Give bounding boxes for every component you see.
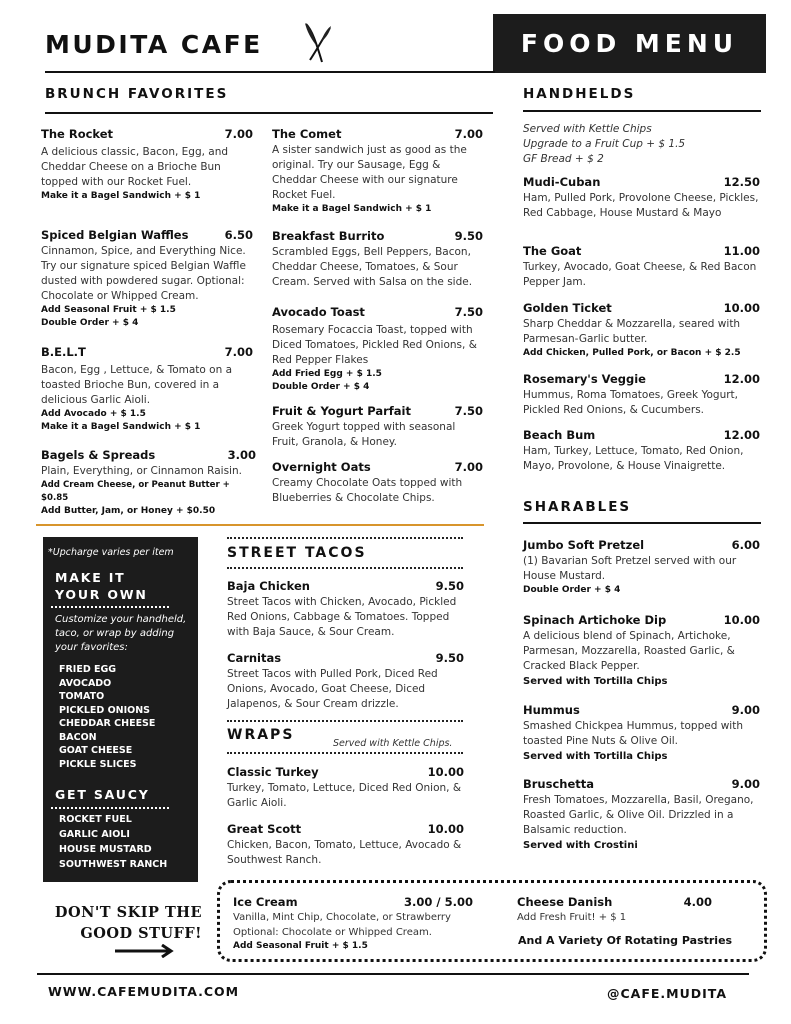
item-price: 10.00 — [723, 301, 760, 315]
item-description: Plain, Everything, or Cinnamon Raisin. — [41, 465, 242, 477]
item-price: 9.50 — [435, 579, 464, 593]
sauces-list — [59, 812, 167, 872]
section-heading-brunch: BRUNCH FAVORITES — [45, 86, 229, 102]
section-heading-wraps: WRAPS — [227, 727, 295, 743]
topping-item: PICKLE SLICES — [59, 758, 137, 770]
item-name: Cheese Danish — [517, 895, 613, 909]
item-name: Baja Chicken — [227, 579, 310, 593]
item-description: (1) Bavarian Soft Pretzel served with our House Mustard. — [523, 555, 737, 582]
item-price: 9.00 — [731, 777, 760, 791]
instagram-handle[interactable]: @CAFE.MUDITA — [607, 986, 728, 1001]
item-addon: Make it a Bagel Sandwich + $ 1 — [41, 191, 201, 201]
item-name: Jumbo Soft Pretzel — [523, 538, 645, 552]
item-description: Scrambled Eggs, Bell Peppers, Bacon, Cheddar Cheese, Tomatoes, & Sour Cream. Served with Salsa on the side. — [272, 246, 473, 288]
handhelds-divider — [523, 110, 761, 112]
item-price: 10.00 — [427, 765, 464, 779]
item-description: Creamy Chocolate Oats topped with Blueberries & Chocolate Chips. — [272, 477, 463, 504]
item-description: Ham, Pulled Pork, Provolone Cheese, Pickles, Red Cabbage, House Mustard & Mayo — [523, 192, 759, 219]
item-description: Bacon, Egg , Lettuce, & Tomato on a toasted Brioche Bun, covered in a delicious Garlic Aioli. — [41, 364, 233, 406]
food-menu-title-banner — [493, 14, 766, 73]
menu-item — [227, 579, 464, 640]
item-description: Optional: Chocolate or Whipped Cream. — [233, 927, 432, 938]
item-description: Ham, Turkey, Lettuce, Tomato, Red Onion, Mayo, Provolone, & House Vinaigrette. — [523, 445, 744, 472]
get-saucy-heading: GET SAUCY — [55, 787, 150, 802]
menu-item — [41, 127, 253, 203]
menu-item — [523, 613, 760, 689]
item-name: Ice Cream — [233, 895, 298, 909]
item-addon: Add Chicken, Pulled Pork, or Bacon + $ 2.5 — [523, 348, 741, 358]
item-description: Turkey, Tomato, Lettuce, Diced Red Onion, & Garlic Aioli. — [227, 782, 462, 809]
sauce-item: ROCKET FUEL — [59, 814, 132, 825]
item-addon: Double Order + $ 4 — [523, 585, 621, 595]
menu-item — [227, 651, 464, 712]
item-price: 10.00 — [427, 822, 464, 836]
item-description: Street Tacos with Chicken, Avocado, Pickled Red Onions, Cabbage & Tomatoes. Topped with Baja Sauce, & Sour Cream. — [227, 596, 457, 638]
item-description: A sister sandwich just as good as the original. Try our Sausage, Egg & Cheddar Cheese with our signature Rocket Fuel. — [272, 144, 467, 201]
item-name: Rosemary's Veggie — [523, 372, 646, 386]
item-name: Hummus — [523, 703, 580, 717]
item-price: 6.50 — [224, 228, 253, 242]
item-price: 3.00 — [227, 448, 256, 462]
menu-item — [523, 372, 760, 418]
section-divider-gold — [36, 524, 484, 526]
item-price: 12.50 — [723, 175, 760, 189]
sauce-item: SOUTHWEST RANCH — [59, 859, 168, 870]
brunch-divider — [45, 112, 493, 114]
item-description: Turkey, Avocado, Goat Cheese, & Red Bacon Pepper Jam. — [523, 261, 757, 288]
item-name: Breakfast Burrito — [272, 229, 385, 243]
menu-item — [227, 765, 464, 811]
item-description: Add Fresh Fruit! + $ 1 — [517, 912, 627, 923]
item-description: Rosemary Focaccia Toast, topped with Diced Tomatoes, Pickled Red Onions, & Red Pepper Flakes — [272, 324, 477, 366]
topping-item: CHEDDAR CHEESE — [59, 718, 156, 729]
menu-item — [272, 229, 483, 290]
crossed-feathers-icon — [300, 20, 336, 66]
item-name: Carnitas — [227, 651, 282, 665]
topping-item: PICKLED ONIONS — [59, 704, 150, 716]
item-addon: Make it a Bagel Sandwich + $ 1 — [272, 204, 432, 214]
dont-skip-callout: DON'T SKIP THE GOOD STUFF! — [54, 904, 202, 942]
menu-item — [41, 228, 253, 330]
item-addon: Double Order + $ 4 — [272, 382, 370, 392]
item-name: Great Scott — [227, 822, 302, 836]
item-price: 3.00 / 5.00 — [404, 895, 473, 909]
item-description: A delicious blend of Spinach, Artichoke, Parmesan, Mozzarella, Roasted Garlic, & Cracked Black Pepper. — [523, 630, 735, 672]
menu-item — [523, 301, 760, 360]
menu-item — [272, 404, 483, 450]
item-name: Spinach Artichoke Dip — [523, 613, 667, 627]
dotted-divider — [51, 807, 169, 809]
item-name: B.E.L.T — [41, 345, 86, 359]
item-addon: Served with Crostini — [523, 840, 638, 851]
dotted-divider — [227, 752, 463, 754]
item-description: Fresh Tomatoes, Mozzarella, Basil, Oregano, Roasted Garlic, & Olive Oil. Drizzled in a Balsamic reduction. — [523, 794, 754, 836]
rotating-pastries-note: And A Variety Of Rotating Pastries — [518, 934, 733, 947]
item-price: 4.00 — [683, 895, 712, 909]
toppings-list — [59, 663, 155, 771]
item-name: Avocado Toast — [272, 305, 365, 319]
dotted-divider — [51, 606, 169, 608]
section-heading-handhelds: HANDHELDS — [523, 86, 636, 102]
item-name: The Goat — [523, 244, 582, 258]
item-description: Sharp Cheddar & Mozzarella, seared with Parmesan-Garlic butter. — [523, 318, 741, 345]
topping-item: AVOCADO — [59, 677, 112, 689]
item-addon: Served with Tortilla Chips — [523, 676, 668, 687]
item-name: Bruschetta — [523, 777, 595, 791]
item-price: 7.00 — [454, 460, 483, 474]
item-price: 10.00 — [723, 613, 760, 627]
your-own-heading: YOUR OWN — [55, 587, 148, 602]
header-divider — [45, 71, 495, 73]
topping-item: FRIED EGG — [59, 664, 117, 675]
item-addon: Add Seasonal Fruit + $ 1.5 — [233, 941, 368, 951]
menu-item — [272, 127, 483, 216]
upcharge-note: *Upcharge varies per item — [48, 547, 174, 558]
item-name: Fruit & Yogurt Parfait — [272, 404, 411, 418]
menu-item — [227, 822, 464, 868]
item-addon: Double Order + $ 4 — [41, 318, 139, 328]
footer-divider — [37, 973, 749, 975]
topping-item: BACON — [59, 731, 97, 743]
topping-item: GOAT CHEESE — [59, 745, 133, 756]
item-addon: Add Fried Egg + $ 1.5 — [272, 369, 382, 379]
sharables-divider — [523, 522, 761, 524]
item-description: Vanilla, Mint Chip, Chocolate, or Strawberry — [233, 912, 451, 923]
cafe-brand: MUDITA CAFE — [45, 30, 263, 59]
item-description: Street Tacos with Pulled Pork, Diced Red Onions, Avocado, Goat Cheese, Diced Jalapenos, & Sour Cream drizzle. — [227, 668, 438, 710]
make-it-heading: MAKE IT — [55, 570, 126, 585]
item-price: 9.00 — [731, 703, 760, 717]
item-price: 9.50 — [454, 229, 483, 243]
item-description: Greek Yogurt topped with seasonal Fruit, Granola, & Honey. — [272, 421, 456, 448]
item-name: Beach Bum — [523, 428, 596, 442]
make-it-your-own-panel — [43, 537, 198, 882]
handhelds-intro: Served with Kettle Chips Upgrade to a Fruit Cup + $ 1.5 GF Bread + $ 2 — [523, 123, 686, 165]
dotted-divider — [227, 537, 463, 539]
menu-item-ice-cream — [233, 895, 473, 953]
sauce-item: HOUSE MUSTARD — [59, 844, 152, 855]
item-addon: Add Cream Cheese, or Peanut Butter + $0.85 — [41, 480, 230, 503]
menu-item-cheese-danish — [517, 895, 712, 925]
item-name: Golden Ticket — [523, 301, 612, 315]
item-price: 7.00 — [224, 345, 253, 359]
item-addon: Add Seasonal Fruit + $ 1.5 — [41, 305, 176, 315]
item-price: 12.00 — [723, 428, 760, 442]
item-name: Bagels & Spreads — [41, 448, 156, 462]
section-heading-tacos: STREET TACOS — [227, 545, 367, 561]
dotted-divider — [227, 720, 463, 722]
item-price: 6.00 — [731, 538, 760, 552]
wraps-note: Served with Kettle Chips. — [333, 738, 453, 749]
item-name: The Comet — [272, 127, 342, 141]
menu-item — [41, 345, 253, 434]
item-price: 7.50 — [454, 305, 483, 319]
menu-item — [523, 244, 760, 290]
item-description: A delicious classic, Bacon, Egg, and Cheddar Cheese on a Brioche Bun topped with our Rocket Fuel. — [41, 146, 229, 188]
item-price: 7.00 — [224, 127, 253, 141]
item-price: 12.00 — [723, 372, 760, 386]
item-name: Mudi-Cuban — [523, 175, 601, 189]
item-addon: Add Butter, Jam, or Honey + $0.50 — [41, 506, 216, 516]
menu-item — [523, 538, 760, 597]
page-title: FOOD MENU — [520, 29, 739, 58]
menu-item — [523, 703, 760, 764]
section-heading-sharables: SHARABLES — [523, 499, 632, 515]
sauce-item: GARLIC AIOLI — [59, 829, 130, 840]
menu-item — [272, 305, 483, 394]
item-addon: Make it a Bagel Sandwich + $ 1 — [41, 422, 201, 432]
menu-item — [523, 175, 760, 221]
item-name: Overnight Oats — [272, 460, 371, 474]
menu-item — [41, 448, 256, 518]
item-name: The Rocket — [41, 127, 114, 141]
item-description: Cinnamon, Spice, and Everything Nice. Try our signature spiced Belgian Waffle dusted with powdered sugar. Optional: Chocolate or Whipped Cream. — [41, 245, 246, 302]
item-addon: Served with Tortilla Chips — [523, 751, 668, 762]
menu-item — [272, 460, 483, 506]
website-link[interactable]: WWW.CAFEMUDITA.COM — [48, 984, 240, 999]
item-description: Hummus, Roma Tomatoes, Greek Yogurt, Pickled Red Onions, & Cucumbers. — [523, 389, 739, 416]
topping-item: TOMATO — [59, 691, 105, 702]
item-addon: Add Avocado + $ 1.5 — [41, 409, 146, 419]
menu-item — [523, 777, 763, 853]
item-description: Chicken, Bacon, Tomato, Lettuce, Avocado & Southwest Ranch. — [227, 839, 462, 866]
item-name: Classic Turkey — [227, 765, 319, 779]
menu-item — [523, 428, 760, 474]
customize-intro: Customize your handheld, taco, or wrap by adding your favorites: — [55, 614, 187, 653]
item-price: 7.00 — [454, 127, 483, 141]
item-price: 9.50 — [435, 651, 464, 665]
dotted-divider — [227, 567, 463, 569]
item-description: Smashed Chickpea Hummus, topped with toasted Pine Nuts & Olive Oil. — [523, 720, 743, 747]
item-name: Spiced Belgian Waffles — [41, 228, 189, 242]
item-price: 7.50 — [454, 404, 483, 418]
item-price: 11.00 — [723, 244, 760, 258]
right-arrow-icon — [115, 944, 175, 958]
